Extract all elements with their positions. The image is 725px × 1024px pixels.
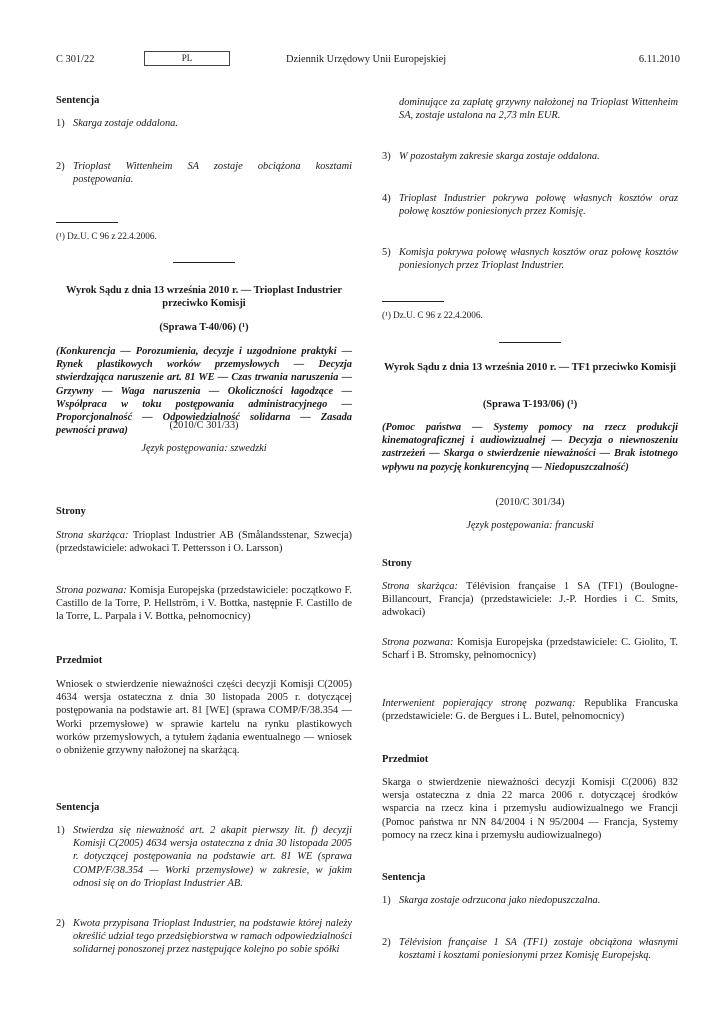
footnote-rule [56,222,118,223]
party-defendant: Strona pozwana: Komisja Europejska (przedstawiciele: C. Giolito, T. Scharf i B. Stromsky, pełnomocnicy) [382,637,678,662]
section-separator [499,342,561,343]
section-heading-sentencja: Sentencja [56,95,100,106]
party-defendant: Strona pozwana: Komisja Europejska (przedstawiciele: początkowo F. Castillo de la Torre, P. Hellström, i V. Bottka, następnie F. Castillo de la Torre, L. Parpala i V. Bottka, pełnomocnicy) [56,585,352,623]
ruling-continuation: dominujące za zapłatę grzywny nałożonej na Trioplast Wittenheim SA, zostaje ustalona na 2,73 mln EUR. [399,97,678,122]
footnote: (¹) Dz.U. C 96 z 22.4.2006. [382,310,483,320]
case-reference: (2010/C 301/33) [169,420,239,431]
ruling-item-1: 1) Skarga zostaje oddalona. [56,118,178,129]
ruling-item-3: 3) W pozostałym zakresie skarga zostaje oddalona. [382,151,600,162]
case-title: Wyrok Sądu z dnia 13 września 2010 r. — TF1 przeciwko Komisji [383,362,677,373]
section-heading-strony: Strony [382,558,412,569]
ruling-item-2: 2) Télévision française 1 SA (TF1) zostaje obciążona własnymi kosztami i kosztami poniesionymi przez Komisję Europejską. [382,937,678,962]
case-reference: (2010/C 301/34) [495,497,565,508]
case-keywords: (Konkurencja — Porozumienia, decyzje i uzgodnione praktyki — Rynek plastikowych worków przemysłowych — Decyzja stwierdzająca naruszenie art. 81 WE — Czas trwania naruszenia — Grzywny — Waga naruszenia — Okoliczności łagodzące — Współpraca w toku postępowania administracyjnego — Proporcjonalność — Odpowiedzialność solidarna — Zasada pewności prawa) [56,346,352,437]
party-applicant: Strona skarżąca: Trioplast Industrier AB (Smålandsstenar, Szwecja) (przedstawiciele: adwokaci T. Pettersson i O. Larsson) [56,530,353,555]
language-badge: PL [144,51,230,66]
footnote: (¹) Dz.U. C 96 z 22.4.2006. [56,231,157,241]
issue-date: 6.11.2010 [638,54,680,65]
section-separator [173,262,235,263]
journal-title: Dziennik Urzędowy Unii Europejskiej [286,54,447,65]
case-number: (Sprawa T-193/06) (¹) [482,399,578,410]
ruling-item-2: 2) Kwota przypisana Trioplast Industrier, na podstawie której należy określić udział tego przedsiębiorstwa w ramach odpowiedzialności solidarnej ponoszonej przez następujące kolejno po sobie spółki [56,918,352,956]
party-intervener: Interwenient popierający stronę pozwaną: Republika Francuska (przedstawiciele: G. de Bergues i L. Butel, pełnomocnicy) [382,698,678,723]
section-heading-przedmiot: Przedmiot [382,754,429,765]
procedure-language: Język postępowania: francuski [466,520,594,531]
section-heading-przedmiot: Przedmiot [56,655,103,666]
ruling-item-5: 5) Komisja pokrywa połowę własnych kosztów oraz połowę kosztów poniesionych przez Trioplast Industrier. [382,247,678,272]
page-header [56,53,680,67]
ruling-item-1: 1) Stwierdza się nieważność art. 2 akapit pierwszy lit. f) decyzji Komisji C(2005) 4634 wersja ostateczna z dnia 30 listopada 2005 r. dotyczącej postępowania na podstawie art. 81 WE (sprawa COMP/F/38.354 — Worki przemysłowe) w zakresie, w jakim odnosi się on do Trioplast Industrier AB. [56,825,352,889]
case-title: Wyrok Sądu z dnia 13 września 2010 r. — Trioplast Industrier przeciwko Komisji [65,285,343,310]
page-code: C 301/22 [56,54,95,65]
party-applicant: Strona skarżąca: Télévision française 1 SA (TF1) (Boulogne-Billancourt, Francja) (przedstawiciele: J.-P. Hordies i C. Smits, adwokaci) [382,581,678,619]
subject-text: Wniosek o stwierdzenie nieważności części decyzji Komisji C(2005) 4634 wersja ostateczna z dnia 30 listopada 2005 r. dotyczącej postępowania na podstawie art. 81 [WE] (sprawa COMP/F/38.354 — Worki przemysłowe) w sprawie kartelu na rynku plastikowych worków przemysłowych, a tytułem żądania ewentualnego — wniosek o obniżenie grzywny nałożonej na skarżącą. [56,679,352,757]
ruling-item-2: 2) Trioplast Wittenheim SA zostaje obciążona kosztami postępowania. [56,161,352,186]
section-heading-strony: Strony [56,506,86,517]
subject-text: Skarga o stwierdzenie nieważności decyzji Komisji C(2006) 832 wersja ostateczna z dnia 22 marca 2006 r. dotyczącej środków wsparcia na rzecz kina i przemysłu audiowizualnego we Francji (Pomoc państwa nr NN 84/2004 i N 95/2004 — Francja, Systemy pomocy na rzecz kina i przemysłu audiowizualnego) [382,777,678,841]
case-keywords: (Pomoc państwa — Systemy pomocy na rzecz produkcji kinematograficznej i audiowizualnej — Decyzja o niewnoszeniu zastrzeżeń — Skarga o stwierdzenie nieważności — Brak istotnego wpływu na pozycję konkurencyjną — Niedopuszczalność) [382,422,678,473]
footnote-rule [382,301,444,302]
procedure-language: Język postępowania: szwedzki [141,443,267,454]
section-heading-sentencja: Sentencja [382,872,426,883]
ruling-item-4: 4) Trioplast Industrier pokrywa połowę własnych kosztów oraz połowę kosztów poniesionych przez Komisję. [382,193,678,218]
case-number: (Sprawa T-40/06) (¹) [159,322,249,333]
ruling-item-1: 1) Skarga zostaje odrzucona jako niedopuszczalna. [382,895,601,906]
section-heading-sentencja: Sentencja [56,802,100,813]
